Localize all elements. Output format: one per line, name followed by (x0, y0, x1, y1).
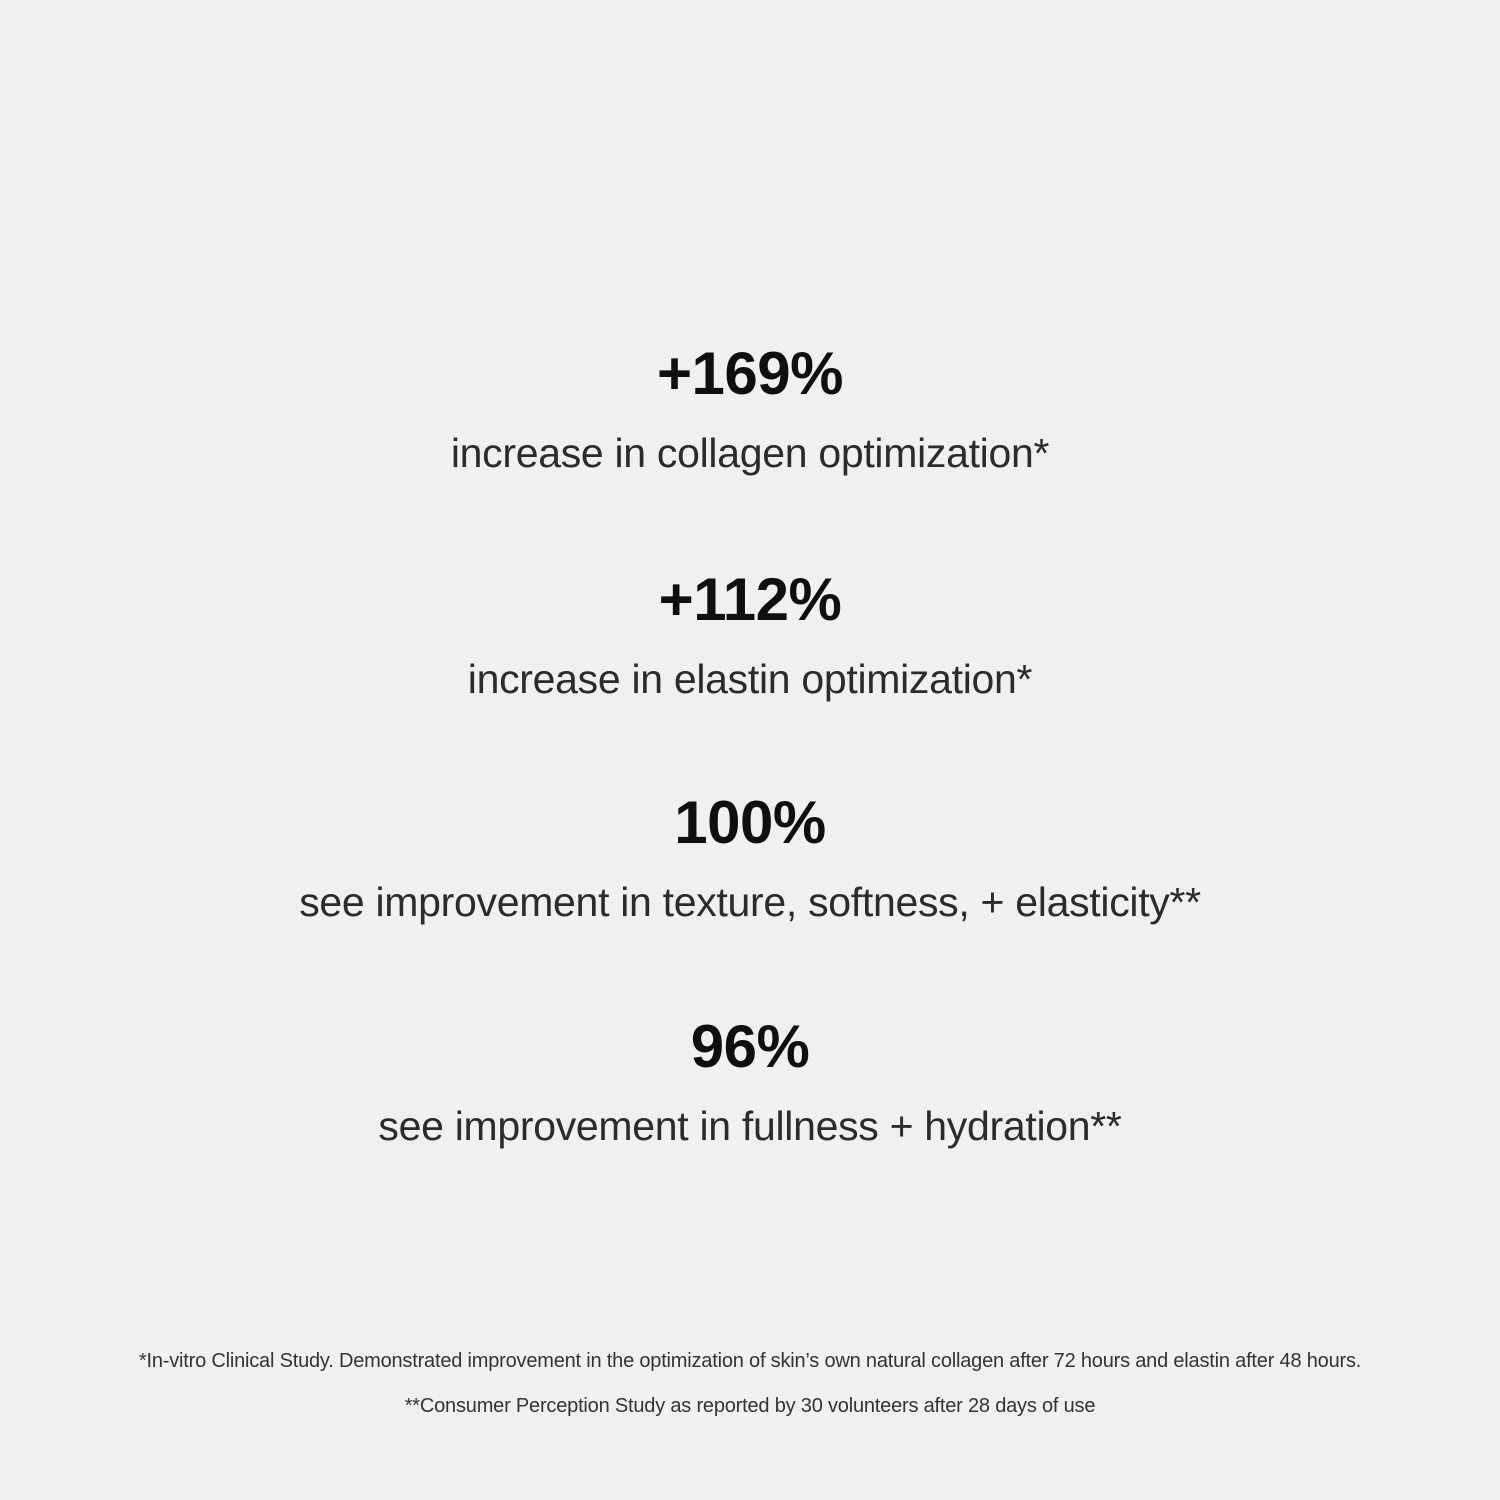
stat-label-fullness: see improvement in fullness + hydration** (378, 1103, 1122, 1149)
stat-block-elastin (0, 566, 1500, 702)
footnote-consumer-study: **Consumer Perception Study as reported by 30 volunteers after 28 days of use (404, 1395, 1096, 1417)
stat-block-fullness (0, 1013, 1500, 1149)
stat-label-collagen: increase in collagen optimization* (450, 430, 1050, 476)
stat-block-texture (0, 789, 1500, 925)
stat-label-elastin: increase in elastin optimization* (467, 656, 1033, 702)
stat-label-texture: see improvement in texture, softness, + elasticity** (299, 879, 1201, 925)
stat-value-fullness: 96% (690, 1013, 810, 1080)
stat-block-collagen (0, 340, 1500, 476)
stat-value-texture: 100% (674, 789, 826, 856)
stat-value-elastin: +112% (658, 566, 842, 633)
stat-value-collagen: +169% (657, 340, 843, 407)
footnote-clinical-study: *In-vitro Clinical Study. Demonstrated improvement in the optimization of skin’s own natural collagen after 72 hours and elastin after 48 hours. (138, 1350, 1362, 1372)
